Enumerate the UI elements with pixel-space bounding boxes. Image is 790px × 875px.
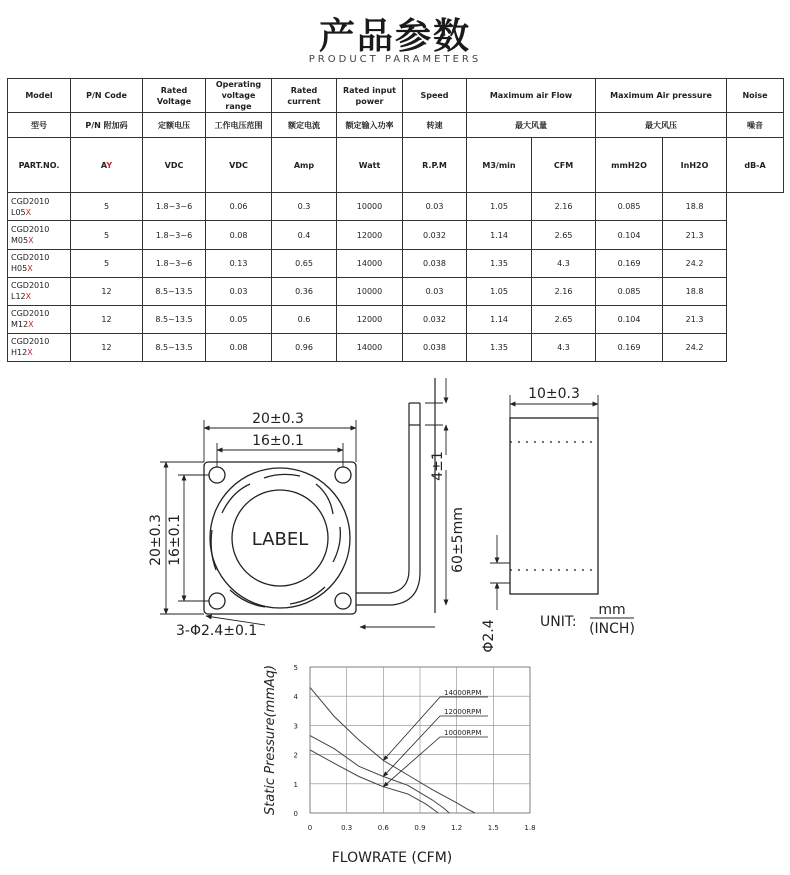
- th-op-voltage-cn: 工作电压范围: [206, 113, 272, 138]
- y-tick-label: 4: [293, 693, 298, 702]
- dim-holes: 3-Φ2.4±0.1: [176, 623, 258, 639]
- unit-label: UNIT:: [540, 614, 577, 630]
- y-tick-label: 3: [293, 722, 298, 731]
- th-noise-cn: 噪音: [727, 113, 784, 138]
- y-tick-label: 0: [293, 810, 298, 818]
- cell-power: 0.3: [272, 193, 337, 221]
- th-current-cn: 额定电流: [272, 113, 337, 138]
- dim-outer-height: 20±0.3: [148, 514, 164, 566]
- cell-current: 0.05: [206, 305, 272, 333]
- x-tick-label: 0.9: [414, 824, 426, 832]
- dim-inner-height: 16±0.1: [167, 514, 183, 566]
- cell-range: 1.8~3~6: [143, 221, 206, 249]
- cell-db: 18.8: [663, 277, 727, 305]
- cell-range: 8.5~13.5: [143, 277, 206, 305]
- model-suffix: X: [27, 348, 33, 358]
- y-tick-label: 2: [293, 751, 298, 760]
- dim-outer-width: 20±0.3: [252, 411, 304, 427]
- pn-code-prefix: A: [100, 160, 107, 170]
- cell-in: 0.104: [596, 221, 663, 249]
- y-tick-label: 5: [293, 664, 298, 672]
- cell-db: 24.2: [663, 333, 727, 361]
- th-voltage: Rated Voltage: [143, 79, 206, 113]
- model-suffix: X: [25, 292, 32, 302]
- cell-rpm: 12000: [337, 221, 403, 249]
- cell-current: 0.03: [206, 277, 272, 305]
- th-voltage-cn: 定额电压: [143, 113, 206, 138]
- th-model: Model: [8, 79, 71, 113]
- model-name: CGD2010 M12: [11, 309, 50, 330]
- cell-power: 0.4: [272, 221, 337, 249]
- y-tick-label: 1: [293, 780, 298, 789]
- th-model-cn: 型号: [8, 113, 71, 138]
- model-name: CGD2010 M05: [11, 225, 50, 246]
- legend-label: 14000RPM: [444, 689, 482, 697]
- model-name: CGD2010 H05: [11, 253, 50, 274]
- cell-cfm: 1.05: [467, 193, 532, 221]
- unit-current: Amp: [272, 138, 337, 193]
- model-suffix: X: [28, 236, 34, 246]
- cell-current: 0.08: [206, 221, 272, 249]
- cell-in: 0.169: [596, 333, 663, 361]
- unit-mmh2o: mmH2O: [596, 138, 663, 193]
- cell-voltage: 5: [71, 193, 143, 221]
- fan-lead-wire: [356, 378, 435, 613]
- pq-curve-chart: [263, 664, 536, 866]
- th-current: Rated current: [272, 79, 337, 113]
- cell-range: 1.8~3~6: [143, 193, 206, 221]
- cell-cfm: 1.05: [467, 277, 532, 305]
- fan-label-text: LABEL: [251, 529, 309, 550]
- cell-mm: 2.65: [532, 221, 596, 249]
- cell-current: 0.08: [206, 333, 272, 361]
- model-name: CGD2010 L05: [11, 196, 50, 217]
- legend-leader-line: [383, 716, 488, 777]
- th-pn: P/N Code: [71, 79, 143, 113]
- cell-rpm: 12000: [337, 305, 403, 333]
- cell-m3: 0.03: [403, 277, 467, 305]
- cell-m3: 0.032: [403, 221, 467, 249]
- dim-inner-width: 16±0.1: [252, 433, 304, 449]
- cell-current: 0.13: [206, 249, 272, 277]
- unit-inh2o: InH2O: [663, 138, 727, 193]
- cell-in: 0.085: [596, 277, 663, 305]
- dim-wire-dia: Φ2.4: [481, 619, 497, 653]
- cell-mm: 2.16: [532, 277, 596, 305]
- cell-voltage: 5: [71, 221, 143, 249]
- cell-voltage: 12: [71, 305, 143, 333]
- cell-mm: 2.65: [532, 305, 596, 333]
- unit-voltage: VDC: [143, 138, 206, 193]
- cell-cfm: 1.14: [467, 305, 532, 333]
- x-tick-label: 0.3: [341, 824, 353, 832]
- cell-range: 1.8~3~6: [143, 249, 206, 277]
- fan-side-view: [510, 418, 598, 594]
- cell-db: 21.3: [663, 221, 727, 249]
- unit-speed: R.P.M: [403, 138, 467, 193]
- cell-in: 0.085: [596, 193, 663, 221]
- cell-mm: 2.16: [532, 193, 596, 221]
- cell-cfm: 1.35: [467, 333, 532, 361]
- model-suffix: X: [27, 264, 33, 274]
- cell-rpm: 14000: [337, 249, 403, 277]
- chart-xlabel: FLOWRATE (CFM): [331, 850, 453, 866]
- cell-power: 0.36: [272, 277, 337, 305]
- cell-in: 0.169: [596, 249, 663, 277]
- chart-ylabel: Static Pressure(mmAq): [263, 664, 278, 816]
- cell-mm: 4.3: [532, 333, 596, 361]
- dim-depth: 10±0.3: [528, 386, 580, 402]
- cell-cfm: 1.14: [467, 221, 532, 249]
- cell-current: 0.06: [206, 193, 272, 221]
- x-tick-label: 0.6: [377, 824, 389, 832]
- dim-lead-length: 60±5mm: [450, 507, 466, 573]
- th-speed-cn: 转速: [403, 113, 467, 138]
- model-name: CGD2010 L12: [11, 281, 50, 302]
- th-speed: Speed: [403, 79, 467, 113]
- cell-range: 8.5~13.5: [143, 305, 206, 333]
- model-suffix: X: [25, 207, 32, 217]
- legend-label: 12000RPM: [444, 708, 482, 716]
- x-tick-label: 0: [307, 824, 313, 832]
- model-name: CGD2010 H12: [11, 337, 50, 358]
- cell-power: 0.65: [272, 249, 337, 277]
- cell-in: 0.104: [596, 305, 663, 333]
- th-airflow: Maximum air Flow: [467, 79, 596, 113]
- th-pressure: Maximum Air pressure: [596, 79, 727, 113]
- page-subtitle: PRODUCT PARAMETERS: [308, 54, 482, 65]
- unit-bottom: (INCH): [589, 621, 635, 637]
- dim-lead-tip: 4±1: [430, 451, 446, 481]
- unit-cfm: CFM: [532, 138, 596, 193]
- cell-mm: 4.3: [532, 249, 596, 277]
- cell-m3: 0.038: [403, 333, 467, 361]
- x-tick-label: 1.8: [524, 824, 536, 832]
- th-airflow-cn: 最大风量: [467, 113, 596, 138]
- cell-db: 18.8: [663, 193, 727, 221]
- th-part-no: PART.NO.: [8, 138, 71, 193]
- x-tick-label: 1.5: [487, 824, 499, 832]
- th-op-voltage: Operating voltage range: [206, 79, 272, 113]
- unit-m3: M3/min: [467, 138, 532, 193]
- cell-rpm: 10000: [337, 277, 403, 305]
- th-power: Rated input power: [337, 79, 403, 113]
- cell-power: 0.6: [272, 305, 337, 333]
- unit-top: mm: [598, 602, 626, 618]
- th-pressure-cn: 最大风压: [596, 113, 727, 138]
- cell-rpm: 10000: [337, 193, 403, 221]
- legend-leader-line: [383, 737, 488, 787]
- page-title: 产品参数: [318, 16, 471, 57]
- cell-db: 24.2: [663, 249, 727, 277]
- unit-power: Watt: [337, 138, 403, 193]
- legend-label: 10000RPM: [444, 729, 482, 737]
- th-power-cn: 额定输入功率: [337, 113, 403, 138]
- cell-range: 8.5~13.5: [143, 333, 206, 361]
- dimension-lines: [160, 378, 598, 627]
- cell-db: 21.3: [663, 305, 727, 333]
- unit-noise: dB-A: [727, 138, 784, 193]
- unit-op-voltage: VDC: [206, 138, 272, 193]
- th-pn-cn: P/N 附加码: [71, 113, 143, 138]
- cell-voltage: 5: [71, 249, 143, 277]
- model-suffix: X: [28, 320, 34, 330]
- pn-code-suffix: Y: [106, 160, 113, 170]
- cell-m3: 0.032: [403, 305, 467, 333]
- cell-power: 0.96: [272, 333, 337, 361]
- cell-m3: 0.03: [403, 193, 467, 221]
- cell-rpm: 14000: [337, 333, 403, 361]
- th-noise: Noise: [727, 79, 784, 113]
- cell-m3: 0.038: [403, 249, 467, 277]
- x-tick-label: 1.2: [451, 824, 463, 832]
- cell-voltage: 12: [71, 333, 143, 361]
- cell-voltage: 12: [71, 277, 143, 305]
- cell-cfm: 1.35: [467, 249, 532, 277]
